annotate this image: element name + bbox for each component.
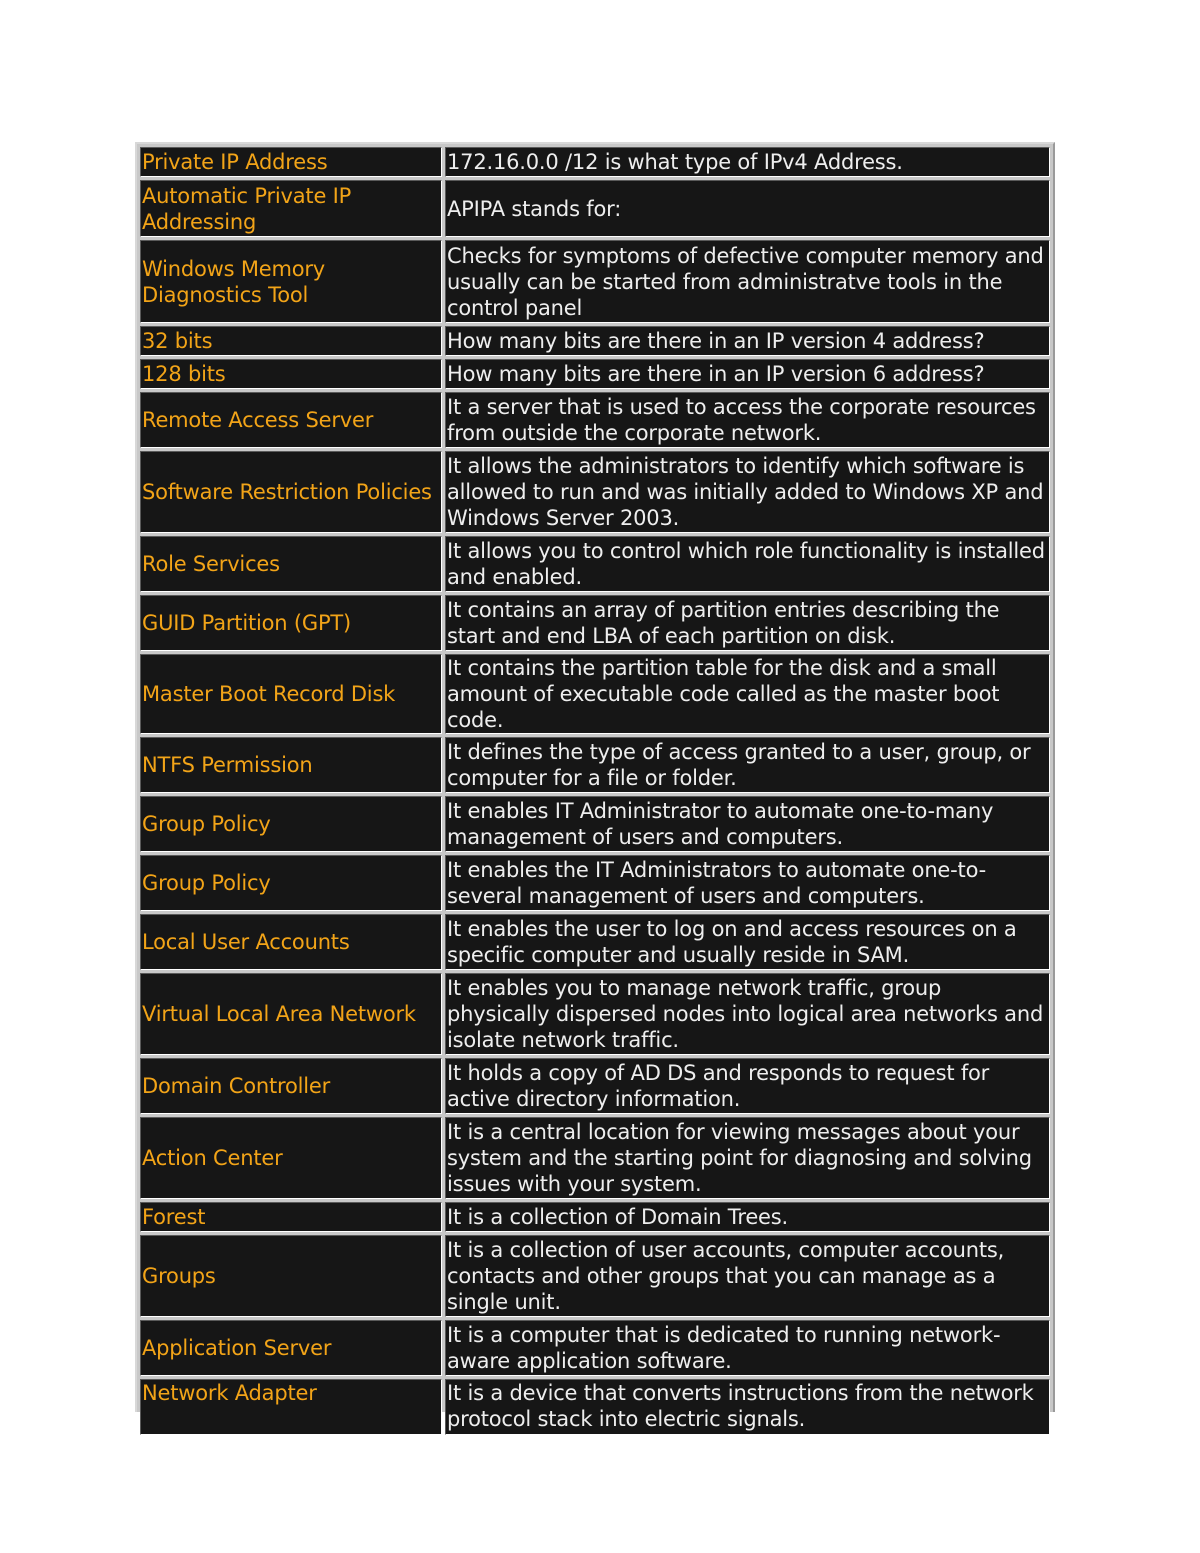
term-cell: Network Adapter [140, 1379, 442, 1435]
term-cell: Application Server [140, 1320, 442, 1376]
term-cell: Role Services [140, 536, 442, 592]
definition-cell: It enables the user to log on and access resources on a specific computer and usually reside in SAM. [445, 914, 1050, 970]
definition-cell: It holds a copy of AD DS and responds to request for active directory information. [445, 1058, 1050, 1114]
definition-cell: How many bits are there in an IP version 4 address? [445, 326, 1050, 356]
term-cell: Action Center [140, 1117, 442, 1199]
table-row [140, 737, 1050, 793]
table-row [140, 796, 1050, 852]
definition-cell: It is a central location for viewing messages about your system and the starting point for diagnosing and solving issues with your system. [445, 1117, 1050, 1199]
term-cell: 128 bits [140, 359, 442, 389]
term-cell: Groups [140, 1235, 442, 1317]
term-cell: GUID Partition (GPT) [140, 595, 442, 651]
term-cell: NTFS Permission [140, 737, 442, 793]
term-cell: Remote Access Server [140, 392, 442, 448]
definition-cell: APIPA stands for: [445, 180, 1050, 237]
table-row [140, 595, 1050, 651]
definition-cell: It is a collection of user accounts, computer accounts, contacts and other groups that you can manage as a single unit. [445, 1235, 1050, 1317]
definition-cell: It contains the partition table for the disk and a small amount of executable code called as the master boot code. [445, 654, 1050, 734]
definition-cell: It enables you to manage network traffic, group physically dispersed nodes into logical area networks and isolate network traffic. [445, 973, 1050, 1055]
table-row [140, 654, 1050, 734]
table-row [140, 1320, 1050, 1376]
term-cell: Automatic Private IP Addressing [140, 180, 442, 237]
definition-cell: It is a collection of Domain Trees. [445, 1202, 1050, 1232]
table-row [140, 1202, 1050, 1232]
definition-cell: It allows you to control which role functionality is installed and enabled. [445, 536, 1050, 592]
table-row [140, 536, 1050, 592]
table-row [140, 392, 1050, 448]
term-cell: 32 bits [140, 326, 442, 356]
table-row [140, 973, 1050, 1055]
table-row [140, 1379, 1050, 1435]
definition-cell: It contains an array of partition entries describing the start and end LBA of each partition on disk. [445, 595, 1050, 651]
term-cell: Forest [140, 1202, 442, 1232]
term-cell: Software Restriction Policies [140, 451, 442, 533]
definition-cell: It enables the IT Administrators to automate one-to-several management of users and computers. [445, 855, 1050, 911]
flashcard-table [137, 144, 1053, 1438]
flashcard-sheet [135, 142, 1055, 1431]
table-row [140, 855, 1050, 911]
table-row [140, 1235, 1050, 1317]
term-cell: Private IP Address [140, 147, 442, 177]
term-cell: Group Policy [140, 855, 442, 911]
table-row [140, 147, 1050, 177]
table-row [140, 326, 1050, 356]
definition-cell: It is a computer that is dedicated to running network-aware application software. [445, 1320, 1050, 1376]
table-row [140, 1117, 1050, 1199]
table-row [140, 914, 1050, 970]
term-cell: Domain Controller [140, 1058, 442, 1114]
table-row [140, 359, 1050, 389]
term-cell: Virtual Local Area Network [140, 973, 442, 1055]
definition-cell: It allows the administrators to identify which software is allowed to run and was initially added to Windows XP and Windows Server 2003. [445, 451, 1050, 533]
definition-cell: 172.16.0.0 /12 is what type of IPv4 Address. [445, 147, 1050, 177]
definition-cell: It enables IT Administrator to automate one-to-many management of users and computers. [445, 796, 1050, 852]
table-row [140, 451, 1050, 533]
table-row [140, 240, 1050, 323]
term-cell: Windows Memory Diagnostics Tool [140, 240, 442, 323]
term-cell: Local User Accounts [140, 914, 442, 970]
term-cell: Master Boot Record Disk [140, 654, 442, 734]
definition-cell: It defines the type of access granted to a user, group, or computer for a file or folder. [445, 737, 1050, 793]
definition-cell: It is a device that converts instructions from the network protocol stack into electric signals. [445, 1379, 1050, 1435]
definition-cell: It a server that is used to access the corporate resources from outside the corporate network. [445, 392, 1050, 448]
table-row [140, 180, 1050, 237]
definition-cell: How many bits are there in an IP version 6 address? [445, 359, 1050, 389]
term-cell: Group Policy [140, 796, 442, 852]
table-row [140, 1058, 1050, 1114]
definition-cell: Checks for symptoms of defective computer memory and usually can be started from administratve tools in the control panel [445, 240, 1050, 323]
